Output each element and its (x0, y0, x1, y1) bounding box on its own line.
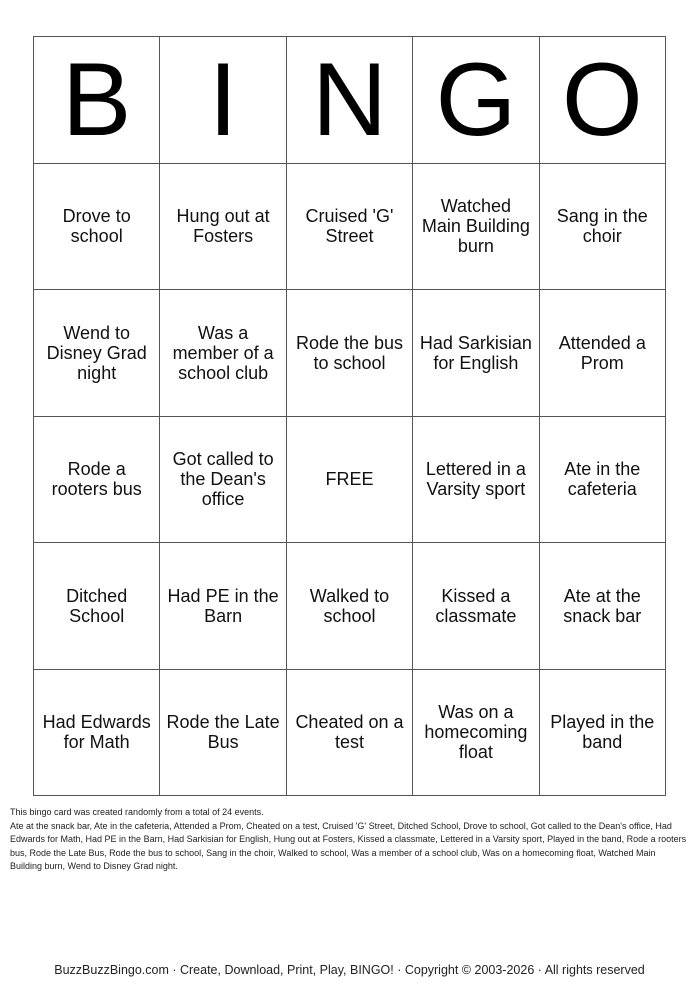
bingo-cell: Sang in the choir (540, 164, 666, 291)
bingo-cell: Lettered in a Varsity sport (413, 417, 539, 544)
events-list: Ate at the snack bar, Ate in the cafeteria, Attended a Prom, Cheated on a test, Cruised 'G' Street, Ditched School, Drove to school, Got called to the Dean's office, Had Edwards for Math, Had PE in the Barn, Had Sarkisian for English, Hung out at Fosters, Kissed a classmate, Lettered in a Varsity sport, Played in the band, Rode a rooters bus, Rode the Late Bus, Rode the bus to school, Sang in the choir, Walked to school, Was a member of a school club, Was on a homecoming float, Watched Main Building burn, Wend to Disney Grad night. (10, 820, 687, 871)
header-letter-o: O (540, 37, 666, 164)
bingo-cell: Ate at the snack bar (540, 543, 666, 670)
bingo-cell: Rode a rooters bus (34, 417, 160, 544)
header-letter-i: I (160, 37, 286, 164)
bingo-cell: Had Sarkisian for English (413, 290, 539, 417)
bingo-cell: Hung out at Fosters (160, 164, 286, 291)
bingo-cell: Watched Main Building burn (413, 164, 539, 291)
bingo-cell: Cruised 'G' Street (287, 164, 413, 291)
header-letter-n: N (287, 37, 413, 164)
bingo-cell: Had PE in the Barn (160, 543, 286, 670)
header-letter-b: B (34, 37, 160, 164)
bingo-card (33, 36, 666, 796)
bingo-cell: Cheated on a test (287, 670, 413, 797)
header-letter-g: G (413, 37, 539, 164)
free-space-cell: FREE (287, 417, 413, 544)
bingo-cell: Rode the bus to school (287, 290, 413, 417)
bingo-cell: Was a member of a school club (160, 290, 286, 417)
bingo-cell: Wend to Disney Grad night (34, 290, 160, 417)
bingo-cell: Got called to the Dean's office (160, 417, 286, 544)
bingo-cell: Was on a homecoming float (413, 670, 539, 797)
bingo-cell: Walked to school (287, 543, 413, 670)
bingo-cell: Played in the band (540, 670, 666, 797)
created-note: This bingo card was created randomly from a total of 24 events. (10, 807, 264, 817)
site-footer: BuzzBuzzBingo.com · Create, Download, Print, Play, BINGO! · Copyright © 2003-2026 · All rights reserved (54, 963, 645, 977)
bingo-cell: Attended a Prom (540, 290, 666, 417)
bingo-cell: Rode the Late Bus (160, 670, 286, 797)
bingo-cell: Ate in the cafeteria (540, 417, 666, 544)
card-notes (10, 806, 690, 874)
bingo-cell: Ditched School (34, 543, 160, 670)
bingo-cell: Drove to school (34, 164, 160, 291)
bingo-cell: Kissed a classmate (413, 543, 539, 670)
bingo-cell: Had Edwards for Math (34, 670, 160, 797)
